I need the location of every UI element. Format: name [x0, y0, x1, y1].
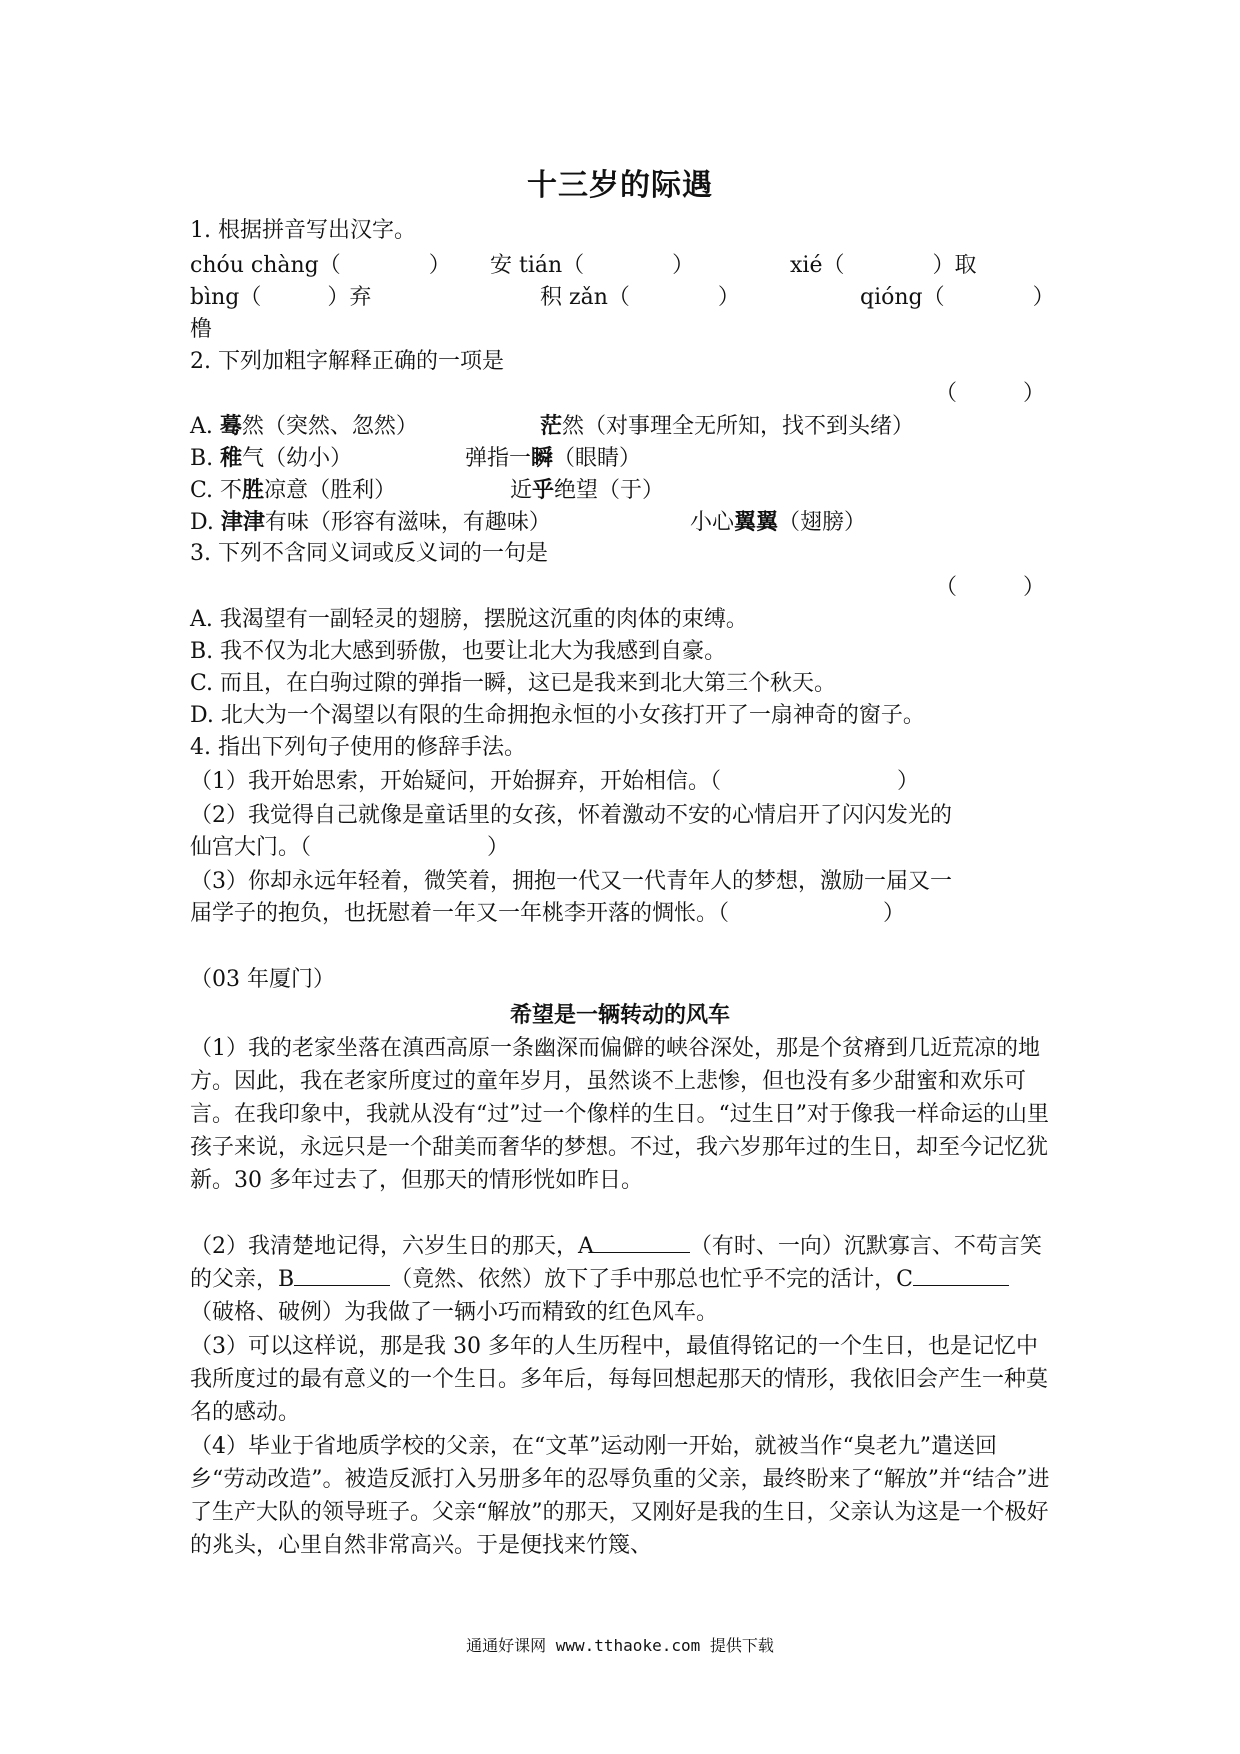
page-title: 十三岁的际遇 [527, 168, 713, 203]
passage-paragraph: （3）可以这样说，那是我 30 多年的人生历程中，最值得铭记的一个生日，也是记忆中我所度过的最有意义的一个生日。多年后，每每回想起那天的情形，我依旧会产生一种莫名的感动。 [190, 1334, 1049, 1425]
q2-option-c2 [510, 474, 664, 507]
q4-heading: 4. 指出下列句子使用的修辞手法。 [190, 735, 526, 760]
option-text: 绝望（于） [554, 478, 665, 503]
q2-option-d2 [690, 506, 866, 539]
answer-bracket: （ ） [935, 575, 1046, 600]
option-prefix: A. [190, 414, 220, 439]
q3-option: B. 我不仅为北大感到骄傲，也要让北大为我感到自豪。 [190, 639, 727, 664]
q3-option: C. 而且，在白驹过隙的弹指一瞬，这已是我来到北大第三个秋天。 [190, 671, 837, 696]
q2-option-b2 [465, 442, 641, 475]
q1-heading: 1. 根据拼音写出汉字。 [190, 218, 416, 243]
q1-item: 橹 [190, 317, 213, 342]
paragraph-text: （破格、破例）为我做了一辆小巧而精致的红色风车。 [190, 1300, 719, 1325]
q2-heading: 2. 下列加粗字解释正确的一项是 [190, 349, 504, 374]
bold-char: 乎 [532, 477, 555, 503]
q1-item: chóu chàng（ ） [190, 253, 451, 278]
bold-char: 瞬 [531, 445, 554, 471]
option-text: C. 不 [190, 478, 243, 503]
bold-char: 翼翼 [734, 509, 779, 535]
q3-option: D. 北大为一个渴望以有限的生命拥抱永恒的小女孩打开了一扇神奇的窗子。 [190, 703, 925, 728]
bold-char: 稚 [220, 445, 243, 471]
q4-sentence: （2）我觉得自己就像是童话里的女孩，怀着激动不安的心情启开了闪闪发光的 [190, 803, 952, 828]
bold-char: 津津 [220, 509, 265, 535]
q4-sentence: （1）我开始思索，开始疑问，开始摒弃，开始相信。（ ） [190, 769, 919, 794]
option-text: 然（突然、忽然） [241, 414, 418, 439]
q2-option-a2 [540, 410, 914, 443]
option-text: 小心 [690, 510, 735, 535]
option-text: （翅膀） [778, 510, 867, 535]
option-prefix: D. [190, 510, 221, 535]
bold-char: 茫 [540, 413, 563, 439]
passage-paragraph: （4）毕业于省地质学校的父亲，在“文革”运动刚一开始，就被当作“臭老九”遣送回乡“劳动改造”。被造反派打入另册多年的忍辱负重的父亲，最终盼来了“解放”并“结合”进了生产大队的领导班子。父亲“解放”的那天，又刚好是我的生日，父亲认为这是一个极好的兆头，心里自然非常高兴。于是便找来竹篾、 [190, 1434, 1050, 1558]
q1-item: bìng（ ）弃 [190, 285, 372, 310]
page-footer: 通通好课网 www.tthaoke.com 提供下载 [466, 1636, 774, 1655]
fill-blank-c[interactable] [913, 1265, 1009, 1286]
q2-option-d [190, 506, 551, 539]
passage-paragraph [190, 1230, 1050, 1329]
q1-item: qióng（ ） [860, 285, 1055, 310]
option-text: 近 [510, 478, 533, 503]
passage-paragraph: （1）我的老家坐落在滇西高原一条幽深而偏僻的峡谷深处，那是个贫瘠到几近荒凉的地方。因此，我在老家所度过的童年岁月，虽然谈不上悲惨，但也没有多少甜蜜和欢乐可言。在我印象中，我就从没有“过”过一个像样的生日。“过生日”对于像我一样命运的山里孩子来说，永远只是一个甜美而奢华的梦想。不过，我六岁那年过的生日，却至今记忆犹新。30 多年过去了，但那天的情形恍如昨日。 [190, 1036, 1049, 1193]
option-text: 凉意（胜利） [264, 478, 397, 503]
q1-item: xié（ ）取 [790, 253, 977, 278]
source-note: （03 年厦门） [190, 967, 335, 992]
q1-item: 安 tián（ ） [490, 253, 695, 278]
option-prefix: B. [190, 446, 221, 471]
q2-option-a [190, 410, 418, 443]
bold-char: 蓦 [219, 413, 242, 439]
option-text: 气（幼小） [242, 446, 353, 471]
option-text: （眼睛） [553, 446, 642, 471]
q1-item: 积 zǎn（ ） [540, 285, 740, 310]
option-text: 然（对事理全无所知，找不到头绪） [562, 414, 915, 439]
q3-option: A. 我渴望有一副轻灵的翅膀，摆脱这沉重的肉体的束缚。 [190, 607, 748, 632]
answer-bracket: （ ） [935, 381, 1046, 406]
bold-char: 胜 [242, 477, 265, 503]
option-text: 有味（形容有滋味，有趣味） [264, 510, 551, 535]
paragraph-text: （竟然、依然）放下了手中那总也忙乎不完的活计，C [390, 1267, 914, 1292]
q4-sentence: （3）你却永远年轻着，微笑着，拥抱一代又一代青年人的梦想，激励一届又一 [190, 869, 952, 894]
passage-title: 希望是一辆转动的风车 [509, 1002, 730, 1028]
q4-sentence: 届学子的抱负，也抚慰着一年又一年桃李开落的惆怅。（ ） [190, 901, 906, 926]
paragraph-text: （2）我清楚地记得，六岁生日的那天，A [190, 1234, 594, 1259]
fill-blank-b[interactable] [294, 1265, 390, 1286]
q3-heading: 3. 下列不含同义词或反义词的一句是 [190, 541, 548, 566]
q2-option-b [190, 442, 352, 475]
q4-sentence: 仙宫大门。（ ） [190, 835, 510, 860]
fill-blank-a[interactable] [594, 1232, 690, 1253]
q2-option-c [190, 474, 396, 507]
option-text: 弹指一 [465, 446, 532, 471]
paragraph-text: （有时、一向）沉默寡言、不苟言笑的父亲，B [190, 1234, 1042, 1292]
